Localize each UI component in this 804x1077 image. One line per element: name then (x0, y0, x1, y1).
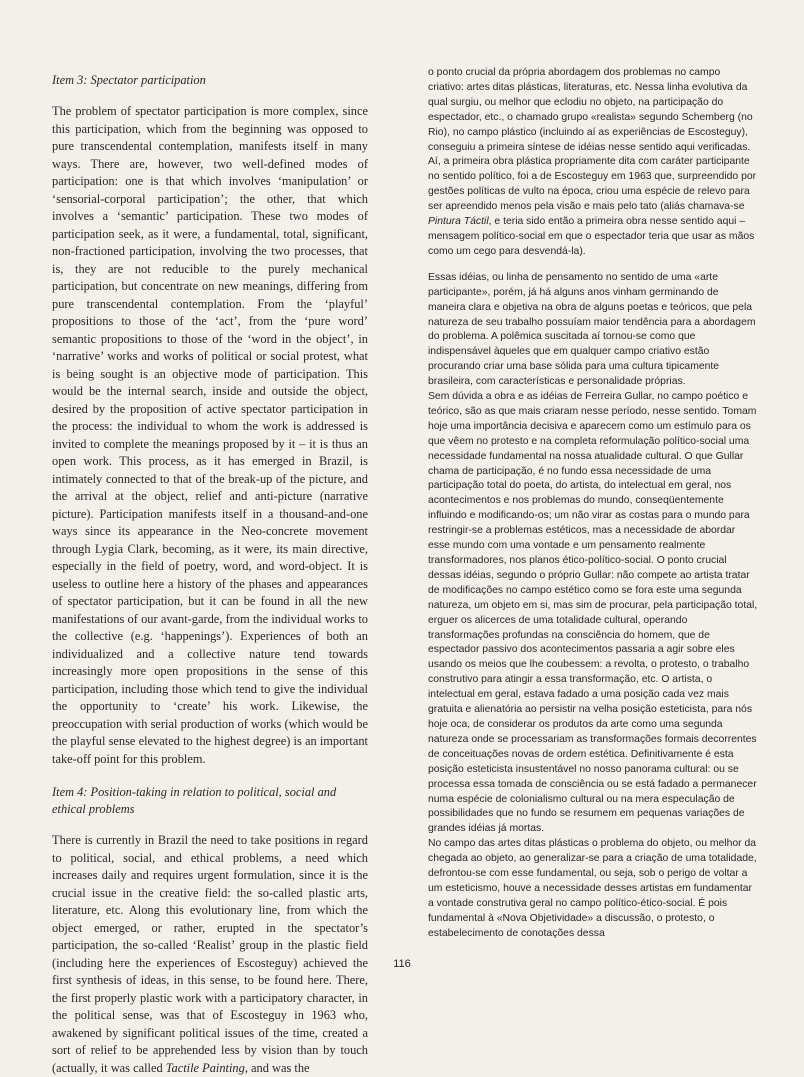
item4-body-text-end: , and was the (244, 1060, 310, 1075)
pt-paragraph-2: Essas idéias, ou linha de pensamento no sentido de uma «arte participante», porém, já há alguns anos vinham germinando de maneira clara e objetiva na obra de alguns poetas e teóricos, que pela natureza de seu trabalho possuíam maior tendência para a abordagem do problema. A polêmica suscitada aí tornou-se como que indispensável àqueles que em qualquer campo criativo estão procurando criar uma base sólida para uma cultura tipicamente brasileira, com características e personalidade próprias. (428, 271, 756, 388)
portuguese-column (428, 66, 758, 942)
item3-body: The problem of spectator participation is more complex, since this participation, which from the beginning was opposed to pure transcendental contemplation, manifests itself in many ways. There are, however, two well-defined modes of participation: one is that which involves ‘manipulation’ or ‘sensorial-corporal participation’; the other, that which involves a ‘semantic’ participation. These two modes of participation seek, as it were, a fundamental, total, significant, non-fractioned participation, involving the two processes, that is, they are not reducible to the purely mechanical participation, but concentrate on new meanings, differing from pure transcendental contemplation. From the ‘playful’ propositions to those of the ‘act’, from the ‘pure word’ semantic propositions to those of the ‘word in the object’, in ‘narrative’ works and works of political or social protest, what is being sought is an objective mode of participation. This would be the internal search, inside and outside the object, desired by the proposition of active spectator participation in the process: the individual to whom the work is addressed is invited to complete the meanings proposed by it – it is thus an open work. This process, as it has emerged in Brazil, is intimately connected to that of the break-up of the picture, and the arrival at the object, relief and anti-picture (narrative picture). Participation manifests itself in a thousand-and-one ways since its appearance in the Neo-concrete movement through Lygia Clark, becoming, as it were, its main directive, especially in the field of poetry, word, and word-object. It is useless to outline here a history of the phases and appearances of spectator participation, but it can be found in all the new manifestations of our avant-garde, from the individual works to the collective (e.g. ‘happenings’). Experiences of both an individualized and a collective nature tend towards increasingly more open propositions in the sense of this participation, including those which tend to give the individual the opportunity to ‘create’ his work. Likewise, the preoccupation with serial production of works (which would be the playful sense elevated to the highest degree) is an important take-off point for this problem. (52, 104, 368, 766)
pt-italic-title: Pintura Táctil (428, 216, 489, 228)
pt-paragraph-1-text: o ponto crucial da própria abordagem dos problemas no campo criativo: artes ditas plásticas, literaturas, etc. Nessa linha evolutiva da qual surgiu, ou melhor que eclodiu no objeto, na participação do espectador, etc., o chamado grupo «realista» segundo Schemberg (no Rio), no campo plástico (incluindo aí as experiências de Escosteguy), conseguiu a primeira síntese de idéias nesse sentido aqui verificadas. Aí, a primeira obra plástica propriamente dita com caráter participante no sentido político, foi a de Escosteguy em 1963 que, surpreendido por gestões políticas de vulto na época, criou uma espécie de relevo para ser apreendido menos pela visão e mais pelo tato (aliás chamava-se (428, 67, 757, 213)
item4-body-text: There is currently in Brazil the need to take positions in regard to political, social, and ethical problems, a need which increases daily and requires urgent formulation, since it is the crucial issue in the creative field: the so-called plastic arts, literature, etc. Along this evolutionary line, from which the object emerged, or rather, erupted in the spectator’s participation, the so-called ‘Realist’ group in the plastic field (including here the experiences of Escosteguy) achieved the first synthesis of ideas, in this sense, to be found here. There, the first properly plastic work with a participatory character, in the political sense, was that of Escosteguy in 1963 who, awakened by significant political issues of the time, created a sort of relief to be apprehended less by vision than by touch (actually, it was called (52, 833, 368, 1075)
english-column (52, 66, 368, 1077)
pt-paragraph-1-end: , e teria sido então a primeira obra nesse sentido aqui – mensagem político-social em que o espectador teria que usar as mãos como um cego para desvendá-la). (428, 216, 755, 257)
item4-italic-title: Tactile Painting (165, 1060, 245, 1075)
item4-body (52, 832, 368, 1077)
item4-heading: Item 4: Position-taking in relation to political, social and ethical problems (52, 785, 337, 816)
pt-paragraph-1 (428, 66, 758, 260)
page-number: 116 (393, 958, 411, 970)
pt-paragraph-4: No campo das artes ditas plásticas o problema do objeto, ou melhor da chegada ao objeto, ao generalizar-se para a criação de uma totalidade, defrontou-se com esse fundamental, ou seja, sob o perigo de voltar a um esteticismo, houve a necessidade desses artistas em fundamentar a vontade construtiva geral no campo político-ético-social. É pois fundamental à «Nova Objetividade» a discussão, o protesto, o estabelecimento de conotações dessa (428, 838, 757, 939)
pt-paragraph-3: Sem dúvida a obra e as idéias de Ferreira Gullar, no campo poético e teórico, são as que mais criaram nesse período, nesse sentido. Tomam hoje uma importância decisiva e aparecem como um estímulo para os que vêem no protesto e na completa reformulação político-social uma necessidade fundamental na nossa atualidade cultural. O que Gullar chama de participação, é no fundo essa necessidade de uma participação total do poeta, do artista, do intelectual em geral, nos acontecimentos e nos problemas do mundo, conseqüentemente influindo e modificando-os; um não virar as costas para o mundo para restringir-se a problemas estéticos, mas a necessidade de abordar esse mundo com uma vontade e um pensamento realmente transformadores, nos planos ético-político-social. O ponto crucial dessas idéias, segundo o próprio Gullar: não compete ao artista tratar de modificações no campo estético como se fora este uma segunda natureza, um objeto em si, mas sim de procurar, pela participação total, erguer os alicerces de uma totalidade cultural, operando transformações profundas na consciência do homem, que de espectador passivo dos acontecimentos passaria a agir sobre eles usando os meios que lhe coubessem: a revolta, o protesto, o trabalho construtivo para atingir a essa transformação, etc. O artista, o intelectual em geral, estava fadado a uma posição cada vez mais gratuita e alienatória ao persistir na velha posição esteticista, para nós hoje oca, de considerar os produtos da arte como uma segunda natureza onde se processariam as transformações formais decorrentes de conceituações novas de ordem estética. Definitivamente é esta posição esteticista insustentável no nosso panorama cultural: ou se processa essa tomada de consciência ou se está fadado a permanecer numa espécie de colonialismo cultural ou na mera especulação de possibilidades que no fundo se resumem em pequenas variações de grandes idéias já mortas. (428, 391, 758, 835)
item3-heading: Item 3: Spectator participation (52, 73, 206, 87)
